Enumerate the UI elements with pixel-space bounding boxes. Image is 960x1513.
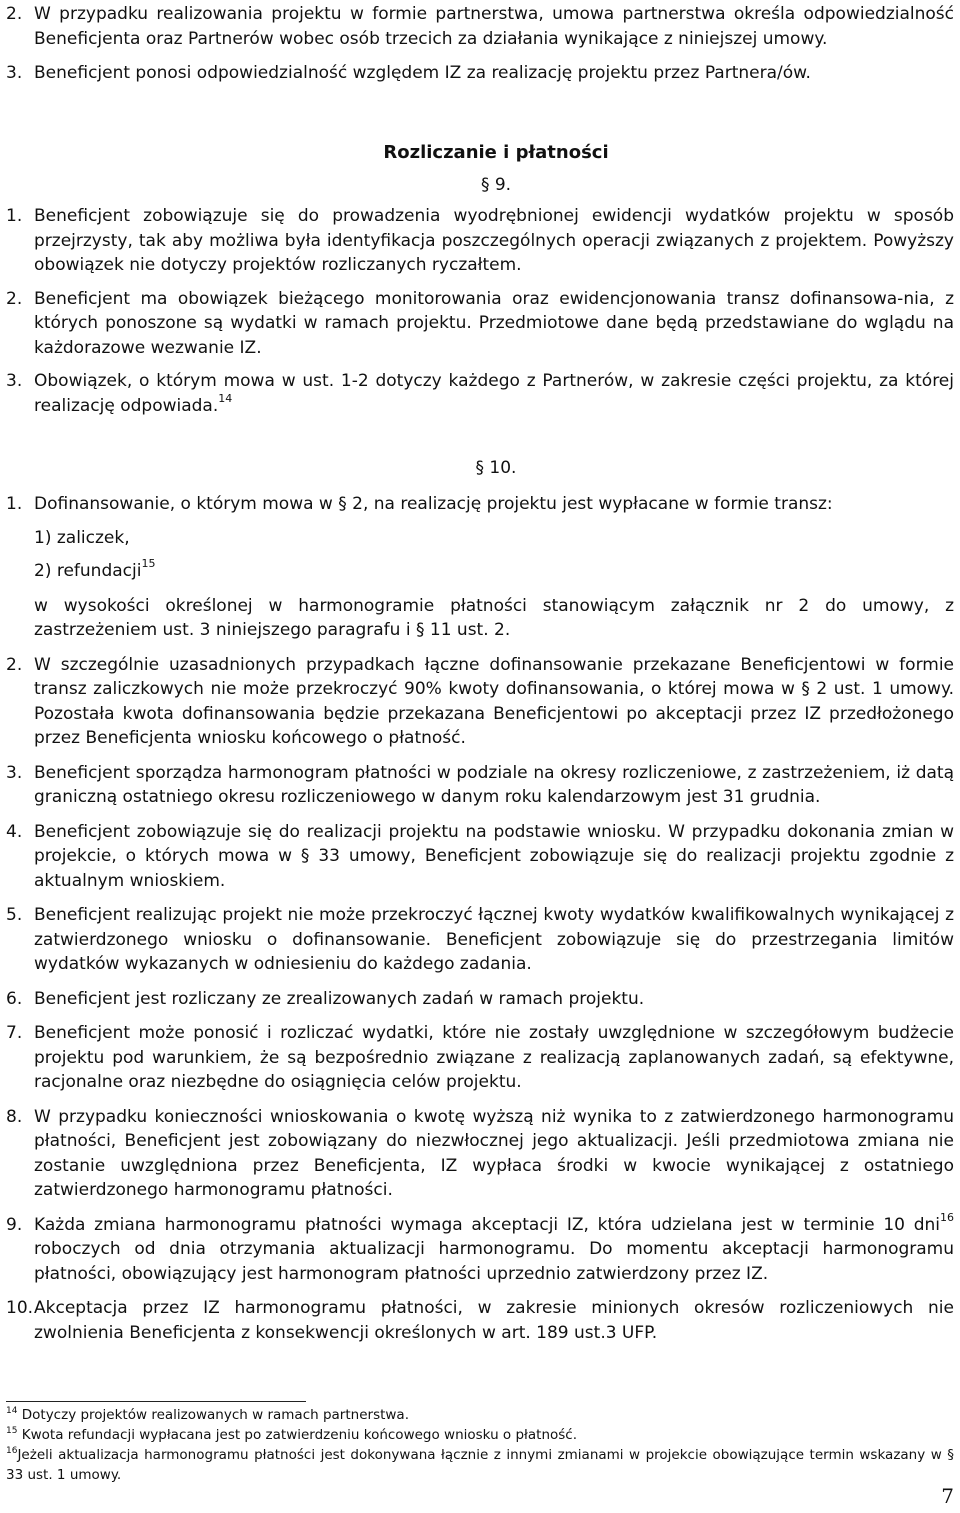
list-item xyxy=(0,653,960,751)
list-item xyxy=(0,761,960,810)
item-text: Beneficjent ponosi odpowiedzialność względem IZ za realizację projektu przez Partnera/ów. xyxy=(34,63,811,83)
item-number: 9. xyxy=(6,1214,23,1235)
item-text: Obowiązek, o którym mowa w ust. 1-2 dotyczy każdego z Partnerów, w zakresie części projektu, za której realizację odpowiada. xyxy=(34,371,954,416)
item-text: roboczych od dnia otrzymania aktualizacji harmonogramu. Do momentu akceptacji harmonogramu płatności, obowiązujący jest harmonogram płatności uprzednio zatwierdzony przez IZ. xyxy=(34,1239,954,1284)
item-text: Akceptacja przez IZ harmonogramu płatności, w zakresie minionych okresów rozliczeniowych nie zwolnienia Beneficjenta z konsekwencji określonych w art. 189 ust.3 UFP. xyxy=(34,1298,954,1343)
item-number: 1. xyxy=(6,206,23,226)
item-text: w wysokości określonej w harmonogramie płatności stanowiącym załącznik nr 2 do umowy, z zastrzeżeniem ust. 3 niniejszego paragrafu i § 11 ust. 2. xyxy=(34,595,954,640)
list-item xyxy=(0,1021,960,1095)
item-number: 3. xyxy=(6,63,23,83)
page-number: 7 xyxy=(941,1484,954,1508)
footnote xyxy=(6,1405,954,1425)
footnote-ref[interactable]: 15 xyxy=(141,557,156,571)
list-item xyxy=(0,1296,960,1345)
item-text: W szczególnie uzasadnionych przypadkach łączne dofinansowanie przekazane Beneficjentowi w formie transz zaliczkowych nie może przekroczyć 90% kwoty dofinansowania, o której mowa w § 2 ust. 1 umowy. Pozostała kwota dofinansowania będzie przekazana Beneficjentowi po akceptacji przez IZ przedłożonego przez Beneficjenta wniosku końcowego o płatność. xyxy=(34,654,954,748)
item-number: 1. xyxy=(6,494,23,514)
sub-item: 1) zaliczek, xyxy=(34,527,130,548)
footnote xyxy=(6,1425,954,1445)
footnote-divider xyxy=(6,1401,306,1402)
item-number: 5. xyxy=(6,905,23,925)
footnote-text: Kwota refundacji wypłacana jest po zatwierdzeniu końcowego wniosku o płatność. xyxy=(17,1427,578,1443)
item-text: W przypadku konieczności wnioskowania o kwotę wyższą niż wynika to z zatwierdzonego harmonogramu płatności, Beneficjent jest zobowiązany do niezwłocznej jego aktualizacji. Jeśli przedmiotowa zmiana nie zostanie uwzględniona przez Beneficjenta, IZ wypłaca środki w kwocie wynikającej z ostatniego zatwierdzonego harmonogramu płatności. xyxy=(34,1106,954,1200)
list-item xyxy=(0,1105,960,1203)
item-text: Beneficjent zobowiązuje się do prowadzenia wyodrębnionej ewidencji wydatków projektu w sposób przejrzysty, tak aby możliwa była identyfikacja poszczególnych operacji związanych z projektem. Powyższy obowiązek nie dotyczy projektów rozliczanych ryczałtem. xyxy=(34,206,954,275)
list-item xyxy=(0,369,960,418)
footnote-text: Jeżeli aktualizacja harmonogramu płatności jest dokonywana łącznie z innymi zmianami w projekcie obowiązujące termin wskazany w § 33 ust. 1 umowy. xyxy=(6,1447,954,1483)
item-text: Beneficjent jest rozliczany ze zrealizowanych zadań w ramach projektu. xyxy=(34,988,645,1009)
footnote-mark: 14 xyxy=(6,1405,18,1416)
list-item xyxy=(0,987,960,1012)
footnote xyxy=(6,1445,954,1485)
footnote-text: Dotyczy projektów realizowanych w ramach partnerstwa. xyxy=(17,1407,409,1423)
item-text: Beneficjent sporządza harmonogram płatności w podziale na okresy rozliczeniowe, z zastrzeżeniem, iż datą graniczną ostatniego okresu rozliczeniowego w danym roku kalendarzowym jest 31 grudnia. xyxy=(34,762,954,807)
paragraph-9-items xyxy=(0,204,960,418)
item-text: W przypadku realizowania projektu w formie partnerstwa, umowa partnerstwa określa odpowiedzialność Beneficjenta oraz Partnerów wobec osób trzecich za działania wynikające z niniejszej umowy. xyxy=(34,4,954,49)
item-text: Beneficjent ma obowiązek bieżącego monitorowania oraz ewidencjonowania transz dofinansowa-nia, z których ponoszone są wydatki w ramach projektu. Przedmiotowe dane będą przedstawiane do wglądu na każdorazowe wezwanie IZ. xyxy=(34,288,954,358)
item-text: Beneficjent może ponosić i rozliczać wydatki, które nie zostały uwzględnione w szczegółowym budżecie projektu pod warunkiem, że są bezpośrednio związane z realizacją zaplanowanych zadań, są efektywne, racjonalne oraz niezbędne do osiągnięcia celów projektu. xyxy=(34,1023,954,1092)
item-text: Beneficjent realizując projekt nie może przekroczyć łącznej kwoty wydatków kwalifikowalnych wynikającej z zatwierdzonego wniosku o dofinansowanie. Beneficjent zobowiązuje się do przestrzegania limitów wydatków wykazanych w odniesieniu do każdego zadania. xyxy=(34,905,954,974)
list-item xyxy=(0,204,960,278)
sub-item xyxy=(0,559,960,584)
item-continuation xyxy=(0,594,960,643)
item-number: 3. xyxy=(6,371,23,391)
item-number: 3. xyxy=(6,762,23,783)
item-number: 7. xyxy=(6,1023,23,1043)
footnote-mark: 15 xyxy=(6,1425,18,1436)
list-item xyxy=(0,1210,960,1287)
sub-item-text: 2) refundacji xyxy=(34,561,142,581)
list-item xyxy=(0,287,960,361)
item-number: 4. xyxy=(6,821,23,842)
item-number: 8. xyxy=(6,1106,23,1127)
item-text: Beneficjent zobowiązuje się do realizacji projektu na podstawie wniosku. W przypadku dokonania zmian w projekcie, o których mowa w § 33 umowy, Beneficjent zobowiązuje się do realizacji projektu zgodnie z aktualnym wnioskiem. xyxy=(34,821,954,891)
list-item xyxy=(0,820,960,894)
top-items xyxy=(0,2,960,86)
footnote-mark: 16 xyxy=(6,1445,18,1456)
list-item xyxy=(0,61,960,86)
item-text: Każda zmiana harmonogramu płatności wymaga akceptacji IZ, która udzielana jest w terminie 10 dni xyxy=(34,1214,940,1235)
paragraph-10-items xyxy=(0,492,960,1345)
paragraph-sign: § 9. xyxy=(480,175,512,195)
item-number: 6. xyxy=(6,988,23,1009)
list-item xyxy=(0,492,960,517)
section-heading: Rozliczanie i płatności xyxy=(383,142,609,163)
item-number: 2. xyxy=(6,288,23,309)
paragraph-sign: § 10. xyxy=(475,458,517,478)
footnotes xyxy=(6,1405,954,1485)
item-number: 2. xyxy=(6,654,23,675)
item-text: Dofinansowanie, o którym mowa w § 2, na realizację projektu jest wypłacane w formie transz: xyxy=(34,494,833,514)
footnote-ref[interactable]: 14 xyxy=(218,391,233,405)
item-number: 2. xyxy=(6,4,23,24)
list-item xyxy=(0,903,960,977)
list-item xyxy=(0,2,960,51)
item-number: 10. xyxy=(6,1298,34,1318)
footnote-ref[interactable]: 16 xyxy=(940,1210,954,1224)
